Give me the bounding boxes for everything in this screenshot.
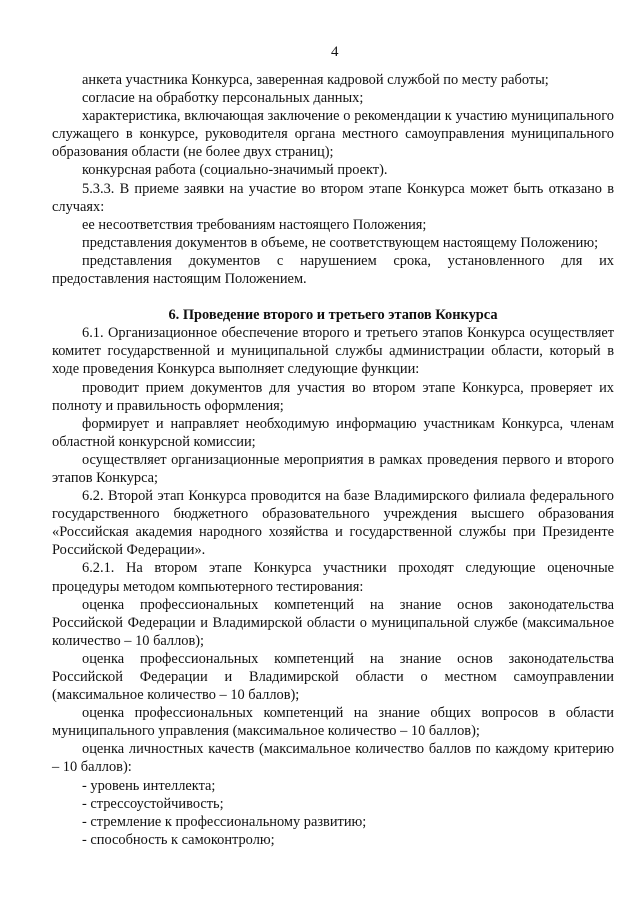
paragraph: оценка профессиональных компетенций на знание основ законодательства Российской Федерации и Владимирской области о местном самоуправлении (максимальное количество – 10 баллов); [52,650,614,704]
paragraph: оценка профессиональных компетенций на знание общих вопросов в области муниципального управления (максимальное количество – 10 баллов); [52,705,614,740]
list-item: - стрессоустойчивость; [82,795,224,812]
list-item: - способность к самоконтролю; [82,831,275,848]
section-heading: 6. Проведение второго и третьего этапов Конкурса [168,307,498,324]
paragraph: оценка профессиональных компетенций на знание основ законодательства Российской Федерации и Владимирской области о муниципальной службе (максимальное количество – 10 баллов); [52,596,614,649]
paragraph: 5.3.3. В приеме заявки на участие во втором этапе Конкурса может быть отказано в случаях: [52,180,614,215]
paragraph: характеристика, включающая заключение о рекомендации к участию муниципального служащего в конкурсе, руководителя органа местного самоуправления муниципального образования области (не более двух страниц); [52,108,614,161]
paragraph: 6.2.1. На втором этапе Конкурса участники проходят следующие оценочные процедуры методом компьютерного тестирования: [52,560,614,595]
paragraph: проводит прием документов для участия во втором этапе Конкурса, проверяет их полноту и правильность оформления; [52,379,614,414]
paragraph: анкета участника Конкурса, заверенная кадровой службой по месту работы; [82,72,549,88]
paragraph: конкурсная работа (социально-значимый проект). [82,162,388,179]
paragraph: осуществляет организационные мероприятия в рамках проведения первого и второго этапов Конкурса; [52,451,614,486]
paragraph: представления документов в объеме, не соответствующем настоящему Положению; [82,234,599,251]
list-item: - уровень интеллекта; [82,777,216,794]
paragraph: согласие на обработку персональных данных; [82,90,364,107]
paragraph: ее несоответствия требованиям настоящего Положения; [82,216,427,233]
paragraph: оценка личностных качеств (максимальное количество баллов по каждому критерию – 10 баллов): [52,741,614,776]
paragraph: представления документов с нарушением срока, установленного для их предоставления настоящим Положением. [52,252,614,288]
document-body [52,71,614,849]
list-item: - стремление к профессиональному развитию; [82,813,367,830]
paragraph: формирует и направляет необходимую информацию участникам Конкурса, членам областной конкурсной комиссии; [52,415,614,450]
page-number: 4 [331,44,339,60]
paragraph: 6.1. Организационное обеспечение второго и третьего этапов Конкурса осуществляет комитет государственной и муниципальной службы администрации области, который в ходе проведения Конкурса выполняет следующие функции: [52,325,614,378]
paragraph: 6.2. Второй этап Конкурса проводится на базе Владимирского филиала федерального государственного бюджетного образовательного учреждения высшего образования «Российская академия народного хозяйства и государственной службы при Президенте Российской Федерации». [52,488,614,559]
